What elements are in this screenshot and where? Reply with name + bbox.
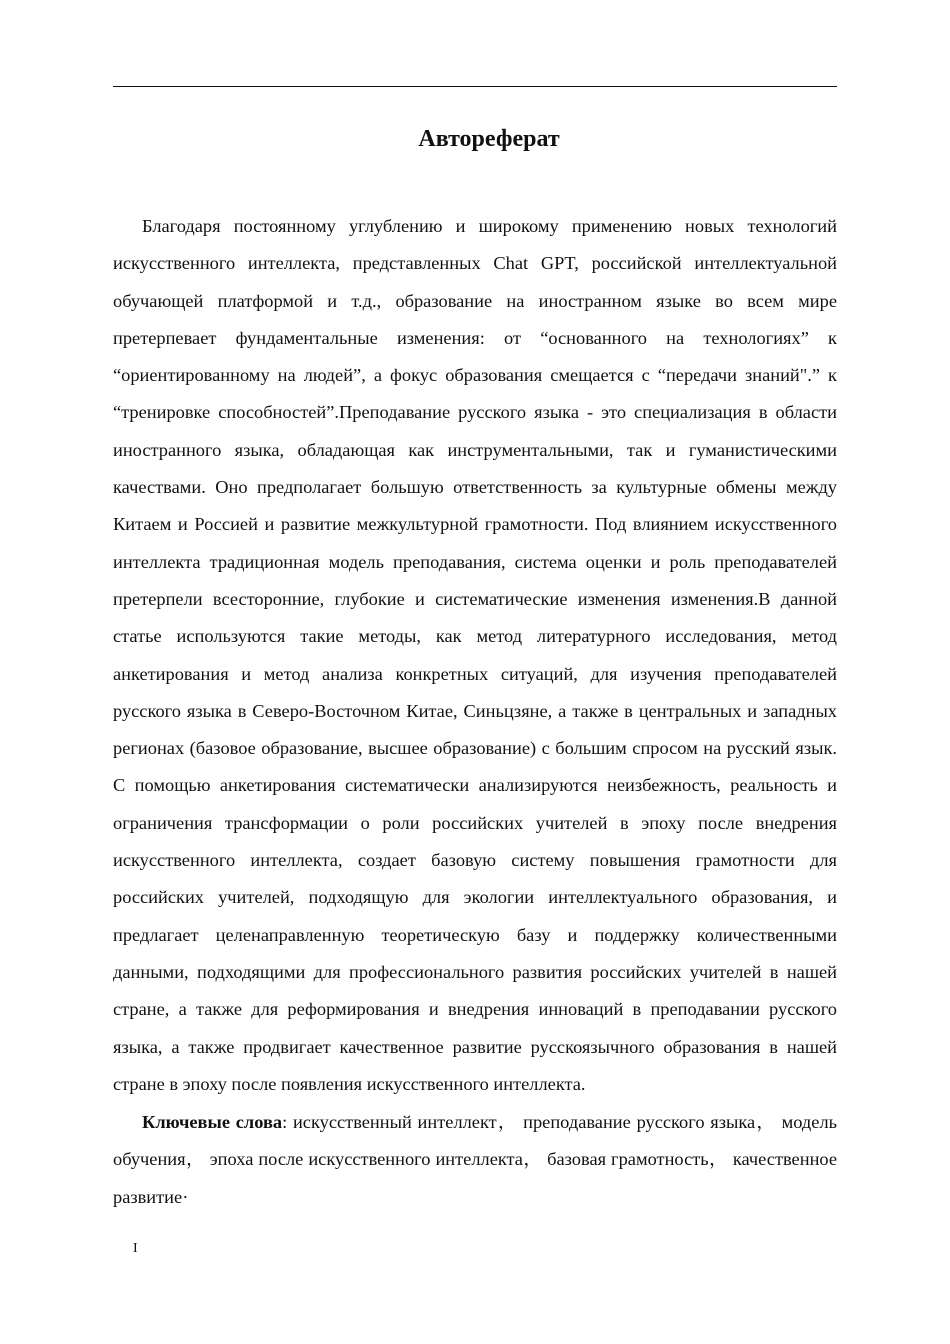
abstract-paragraph: Благодаря постоянному углублению и широкому применению новых технологий искусственного интеллекта, представленных Chat GPT, российской интеллектуальной обучающей платформой и т.д., образование на иностранном языке во всем мире претерпевает фундаментальные изменения: от “основанного на технологиях” к “ориентированному на людей”, а фокус образования смещается с “передачи знаний".” к “тренировке способностей”.Преподавание русского языка - это специализация в области иностранного языка, обладающая как инструментальными, так и гуманистическими качествами. Оно предполагает большую ответственность за культурные обмены между Китаем и Россией и развитие межкультурной грамотности. Под влиянием искусственного интеллекта традиционная модель преподавания, система оценки и роль преподавателей претерпели всесторонние, глубокие и систематические изменения изменения.В данной статье используются такие методы, как метод литературного исследования, метод анкетирования и метод анализа конкретных ситуаций, для изучения преподавателей русского языка в Северо-Восточном Китае, Синьцзяне, а также в центральных и западных регионах (базовое образование, высшее образование) с большим спросом на русский язык. С помощью анкетирования систематически анализируются неизбежность, реальность и ограничения трансформации о роли российских учителей в эпоху после внедрения искусственного интеллекта, создает базовую систему повышения грамотности для российских учителей, подходящую для экологии интеллектуального образования, и предлагает целенаправленную теоретическую базу и поддержку количественными данными, подходящими для профессионального развития российских учителей в нашей стране, а также для реформирования и внедрения инноваций в преподавании русского языка, а также продвигает качественное развитие русскоязычного образования в нашей стране в эпоху после появления искусственного интеллекта. [113, 216, 837, 1094]
keywords-paragraph [113, 1104, 837, 1216]
page-title: Автореферат [418, 126, 560, 152]
header-rule [113, 86, 837, 87]
keywords-text: : искусственный интеллект， преподавание русского языка， модель обучения， эпоха после искусственного интеллекта， базовая грамотность， качественное развитие· [113, 1112, 838, 1207]
keywords-label: Ключевые слова [142, 1112, 283, 1132]
page-number: I [133, 1241, 138, 1256]
